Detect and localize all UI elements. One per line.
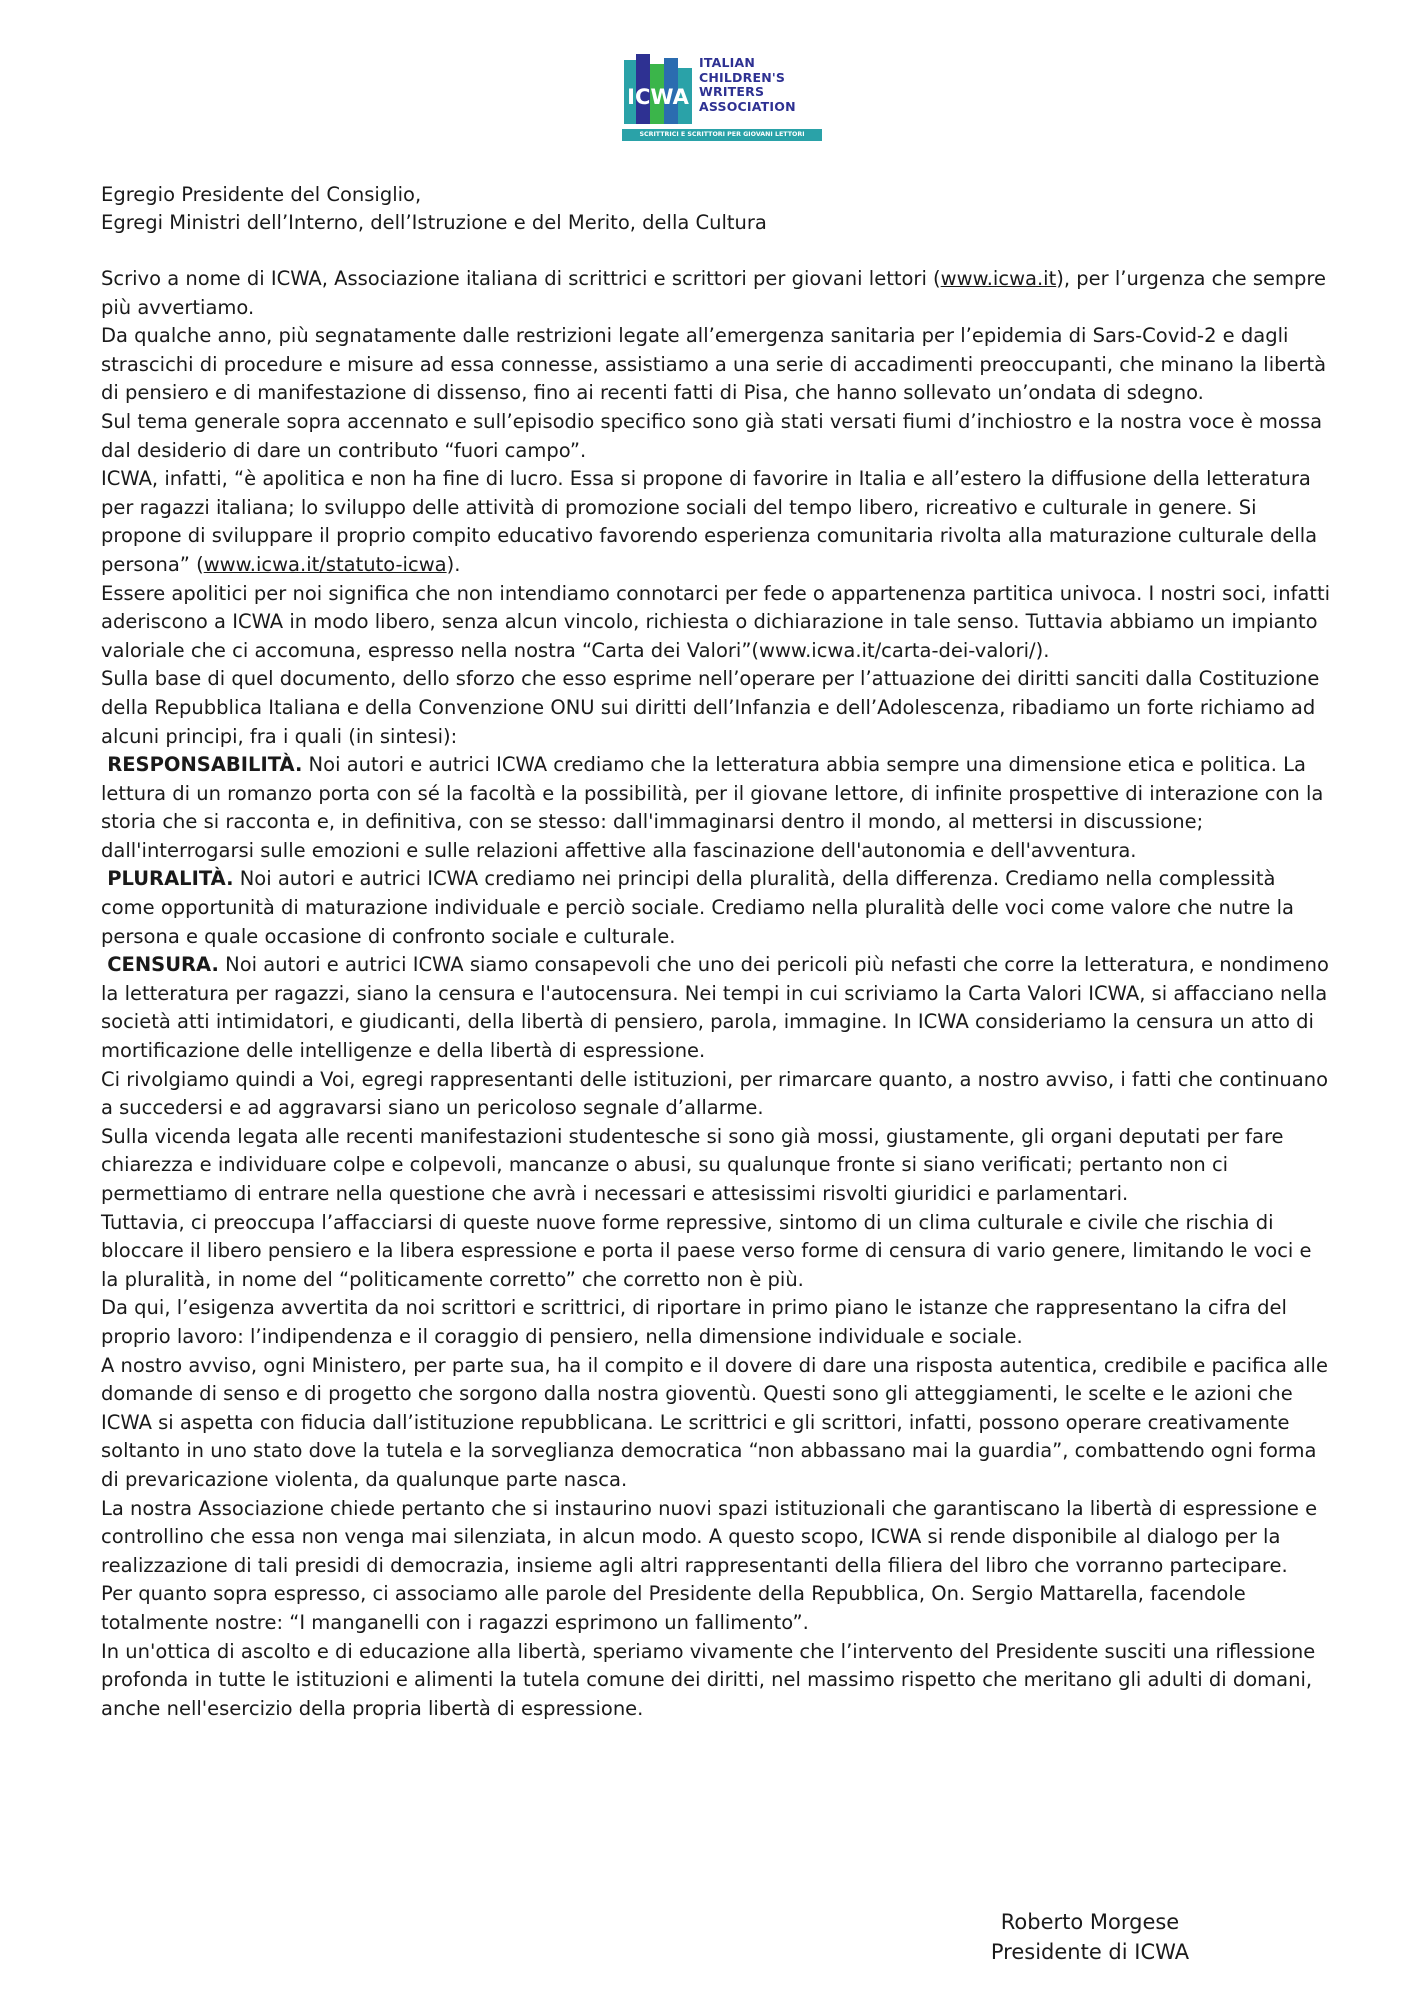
paragraph: Sul tema generale sopra accennato e sull’episodio specifico sono già stati versati fiumi d’inchiostro e la nostra voce è mossa dal desiderio di dare un contributo “fuori campo”. bbox=[101, 409, 1323, 462]
paragraph: A nostro avviso, ogni Ministero, per parte sua, ha il compito e il dovere di dare una risposta autentica, credibile e pacifica alle domande di senso e di progetto che sorgono dalla nostra gioventù. Questi sono gli atteggiamenti, le scelte e le azioni che ICWA si aspetta con fiducia dall’istituzione repubblicana. Le scrittrici e gli scrittori, infatti, possono operare creativamente soltanto in uno stato dove la tutela e la sorveglianza democratica “non abbassano mai la guardia”, combattendo ogni forma di prevaricazione violenta, da qualunque parte nasca. bbox=[101, 1353, 1328, 1491]
paragraph: Tuttavia, ci preoccupa l’affacciarsi di queste nuove forme repressive, sintomo di un clima culturale e civile che rischia di bloccare il libero pensiero e la libera espressione e porta il paese verso forme di censura di vario genere, limitando le voci e la pluralità, in nome del “politicamente corretto” che corretto non è più. bbox=[101, 1210, 1312, 1291]
icwa-logo-mark-icon bbox=[622, 54, 694, 126]
letter-body bbox=[101, 265, 1333, 1723]
paragraph: In un'ottica di ascolto e di educazione alla libertà, speriamo vivamente che l’intervento del Presidente susciti una riflessione profonda in tutte le istituzioni e alimenti la tutela comune dei diritti, nel massimo rispetto che meritano gli adulti di domani, anche nell'esercizio della propria libertà di espressione. bbox=[101, 1639, 1316, 1720]
principle-text: Noi autori e autrici ICWA siamo consapevoli che uno dei pericoli più nefasti che corre la letteratura, e nondimeno la letteratura per ragazzi, siano la censura e l'autocensura. Nei tempi in cui scriviamo la Carta Valori ICWA, si affacciano nella società atti intimidatori, e giudicanti, della libertà di pensiero, parola, immagine. In ICWA consideriamo la censura un atto di mortificazione delle intelligenze e della libertà di espressione. bbox=[101, 953, 1329, 1063]
principle-text: Noi autori e autrici ICWA crediamo nei principi della pluralità, della differenza. Crediamo nella complessità come opportunità di maturazione individuale e perciò sociale. Crediamo nella pluralità delle voci come valore che nutre la persona e quale occasione di confronto sociale e culturale. bbox=[101, 867, 1294, 948]
logo-line: ASSOCIATION bbox=[699, 98, 796, 114]
logo-mark-text: ICWA bbox=[627, 85, 689, 109]
principle-text: Noi autori e autrici ICWA crediamo che la letteratura abbia sempre una dimensione etica e politica. La lettura di un romanzo porta con sé la facoltà e la possibilità, per il giovane lettore, di infinite prospettive di interazione con la storia che si racconta e, in definitiva, con se stesso: dall'immaginarsi dentro il mondo, al mettersi in discussione; dall'interrogarsi sulle emozioni e sulle relazioni affettive alla fascinazione dell'autonomia e dell'avventura. bbox=[101, 753, 1324, 862]
paragraph: Scrivo a nome di ICWA, Associazione italiana di scrittrici e scrittori per giovani lettori (www.icwa.it), per l’urgenza che sempre più avvertiamo. bbox=[101, 267, 1326, 319]
salutation-line: Egregio Presidente del Consiglio, bbox=[101, 183, 422, 206]
salutation bbox=[101, 181, 1331, 237]
logo-line: WRITERS bbox=[699, 84, 765, 99]
logo-line: ITALIAN bbox=[699, 55, 756, 70]
paragraph: Sulla vicenda legata alle recenti manifestazioni studentesche si sono già mossi, giustamente, gli organi deputati per fare chiarezza e individuare colpe e colpevoli, mancanze o abusi, su qualunque fronte si siano verificati; pertanto non ci permettiamo di entrare nella questione che avrà i necessari e attesissimi risvolti giuridici e parlamentari. bbox=[101, 1124, 1284, 1205]
statuto-link[interactable]: www.icwa.it/statuto-icwa bbox=[203, 552, 447, 576]
principle-label: RESPONSABILITÀ. bbox=[107, 753, 303, 777]
principle-responsabilita bbox=[101, 751, 1333, 865]
principle-censura bbox=[101, 951, 1333, 1065]
paragraph: Da qui, l’esigenza avvertita da noi scrittori e scrittrici, di riportare in primo piano le istanze che rappresentano la cifra del proprio lavoro: l’indipendenza e il coraggio di pensiero, nella dimensione individuale e sociale. bbox=[101, 1296, 1287, 1348]
icwa-logo bbox=[622, 54, 832, 142]
salutation-line: Egregi Ministri dell’Interno, dell’Istruzione e del Merito, della Cultura bbox=[101, 211, 767, 234]
signature-role: Presidente di ICWA bbox=[990, 1940, 1190, 1964]
paragraph: Sulla base di quel documento, dello sforzo che esso esprime nell’operare per l’attuazione dei diritti sanciti dalla Costituzione della Repubblica Italiana e della Convenzione ONU sui diritti dell’Infanzia e dell’Adolescenza, ribadiamo un forte richiamo ad alcuni principi, fra i quali (in sintesi): bbox=[101, 667, 1320, 748]
paragraph: Per quanto sopra espresso, ci associamo alle parole del Presidente della Repubblica, On. Sergio Mattarella, facendole totalmente nostre: “I manganelli con i ragazzi esprimono un fallimento”. bbox=[101, 1582, 1246, 1634]
paragraph: Da qualche anno, più segnatamente dalle restrizioni legate all’emergenza sanitaria per l’epidemia di Sars-Covid-2 e dagli strascichi di procedure e misure ad essa connesse, assistiamo a una serie di accadimenti preoccupanti, che minano la libertà di pensiero e di manifestazione di dissenso, fino ai recenti fatti di Pisa, che hanno sollevato un’ondata di sdegno. bbox=[101, 324, 1327, 405]
paragraph: Ci rivolgiamo quindi a Voi, egregi rappresentanti delle istituzioni, per rimarcare quanto, a nostro avviso, i fatti che continuano a succedersi e ad aggravarsi siano un pericoloso segnale d’allarme. bbox=[101, 1067, 1329, 1120]
paragraph: ICWA, infatti, “è apolitica e non ha fine di lucro. Essa si propone di favorire in Italia e all’estero la diffusione della letteratura per ragazzi italiana; lo sviluppo delle attività di promozione sociali del tempo libero, ricreativo e culturale in genere. Si propone di sviluppare il proprio compito educativo favorendo esperienza comunitaria rivolta alla maturazione culturale della persona” (www.icwa.it/statuto-icwa). bbox=[101, 467, 1318, 576]
logo-wordmark bbox=[699, 56, 796, 114]
logo-line: CHILDREN'S bbox=[699, 69, 786, 85]
paragraph: La nostra Associazione chiede pertanto che si instaurino nuovi spazi istituzionali che garantiscano la libertà di espressione e controllino che essa non venga mai silenziata, in alcun modo. A questo scopo, ICWA si rende disponibile al dialogo per la realizzazione di tali presidi di democrazia, insieme agli altri rappresentanti della filiera del libro che vorranno partecipare. bbox=[101, 1496, 1318, 1577]
logo-tagline: SCRITTRICI E SCRITTORI PER GIOVANI LETTORI bbox=[622, 129, 822, 141]
principle-pluralita bbox=[101, 865, 1333, 951]
paragraph: Essere apolitici per noi significa che non intendiamo connotarci per fede o appartenenza partitica univoca. I nostri soci, infatti aderiscono a ICWA in modo libero, senza alcun vincolo, richiesta o dichiarazione in tale senso. Tuttavia abbiamo un impianto valoriale che ci accomuna, espresso nella nostra “Carta dei Valori”(www.icwa.it/carta-dei-valori/). bbox=[101, 581, 1331, 662]
signature-name: Roberto Morgese bbox=[1000, 1910, 1180, 1934]
icwa-website-link[interactable]: www.icwa.it bbox=[940, 267, 1057, 290]
principle-label: CENSURA. bbox=[107, 953, 219, 977]
principle-label: PLURALITÀ. bbox=[107, 867, 234, 891]
signature bbox=[940, 1907, 1240, 1967]
